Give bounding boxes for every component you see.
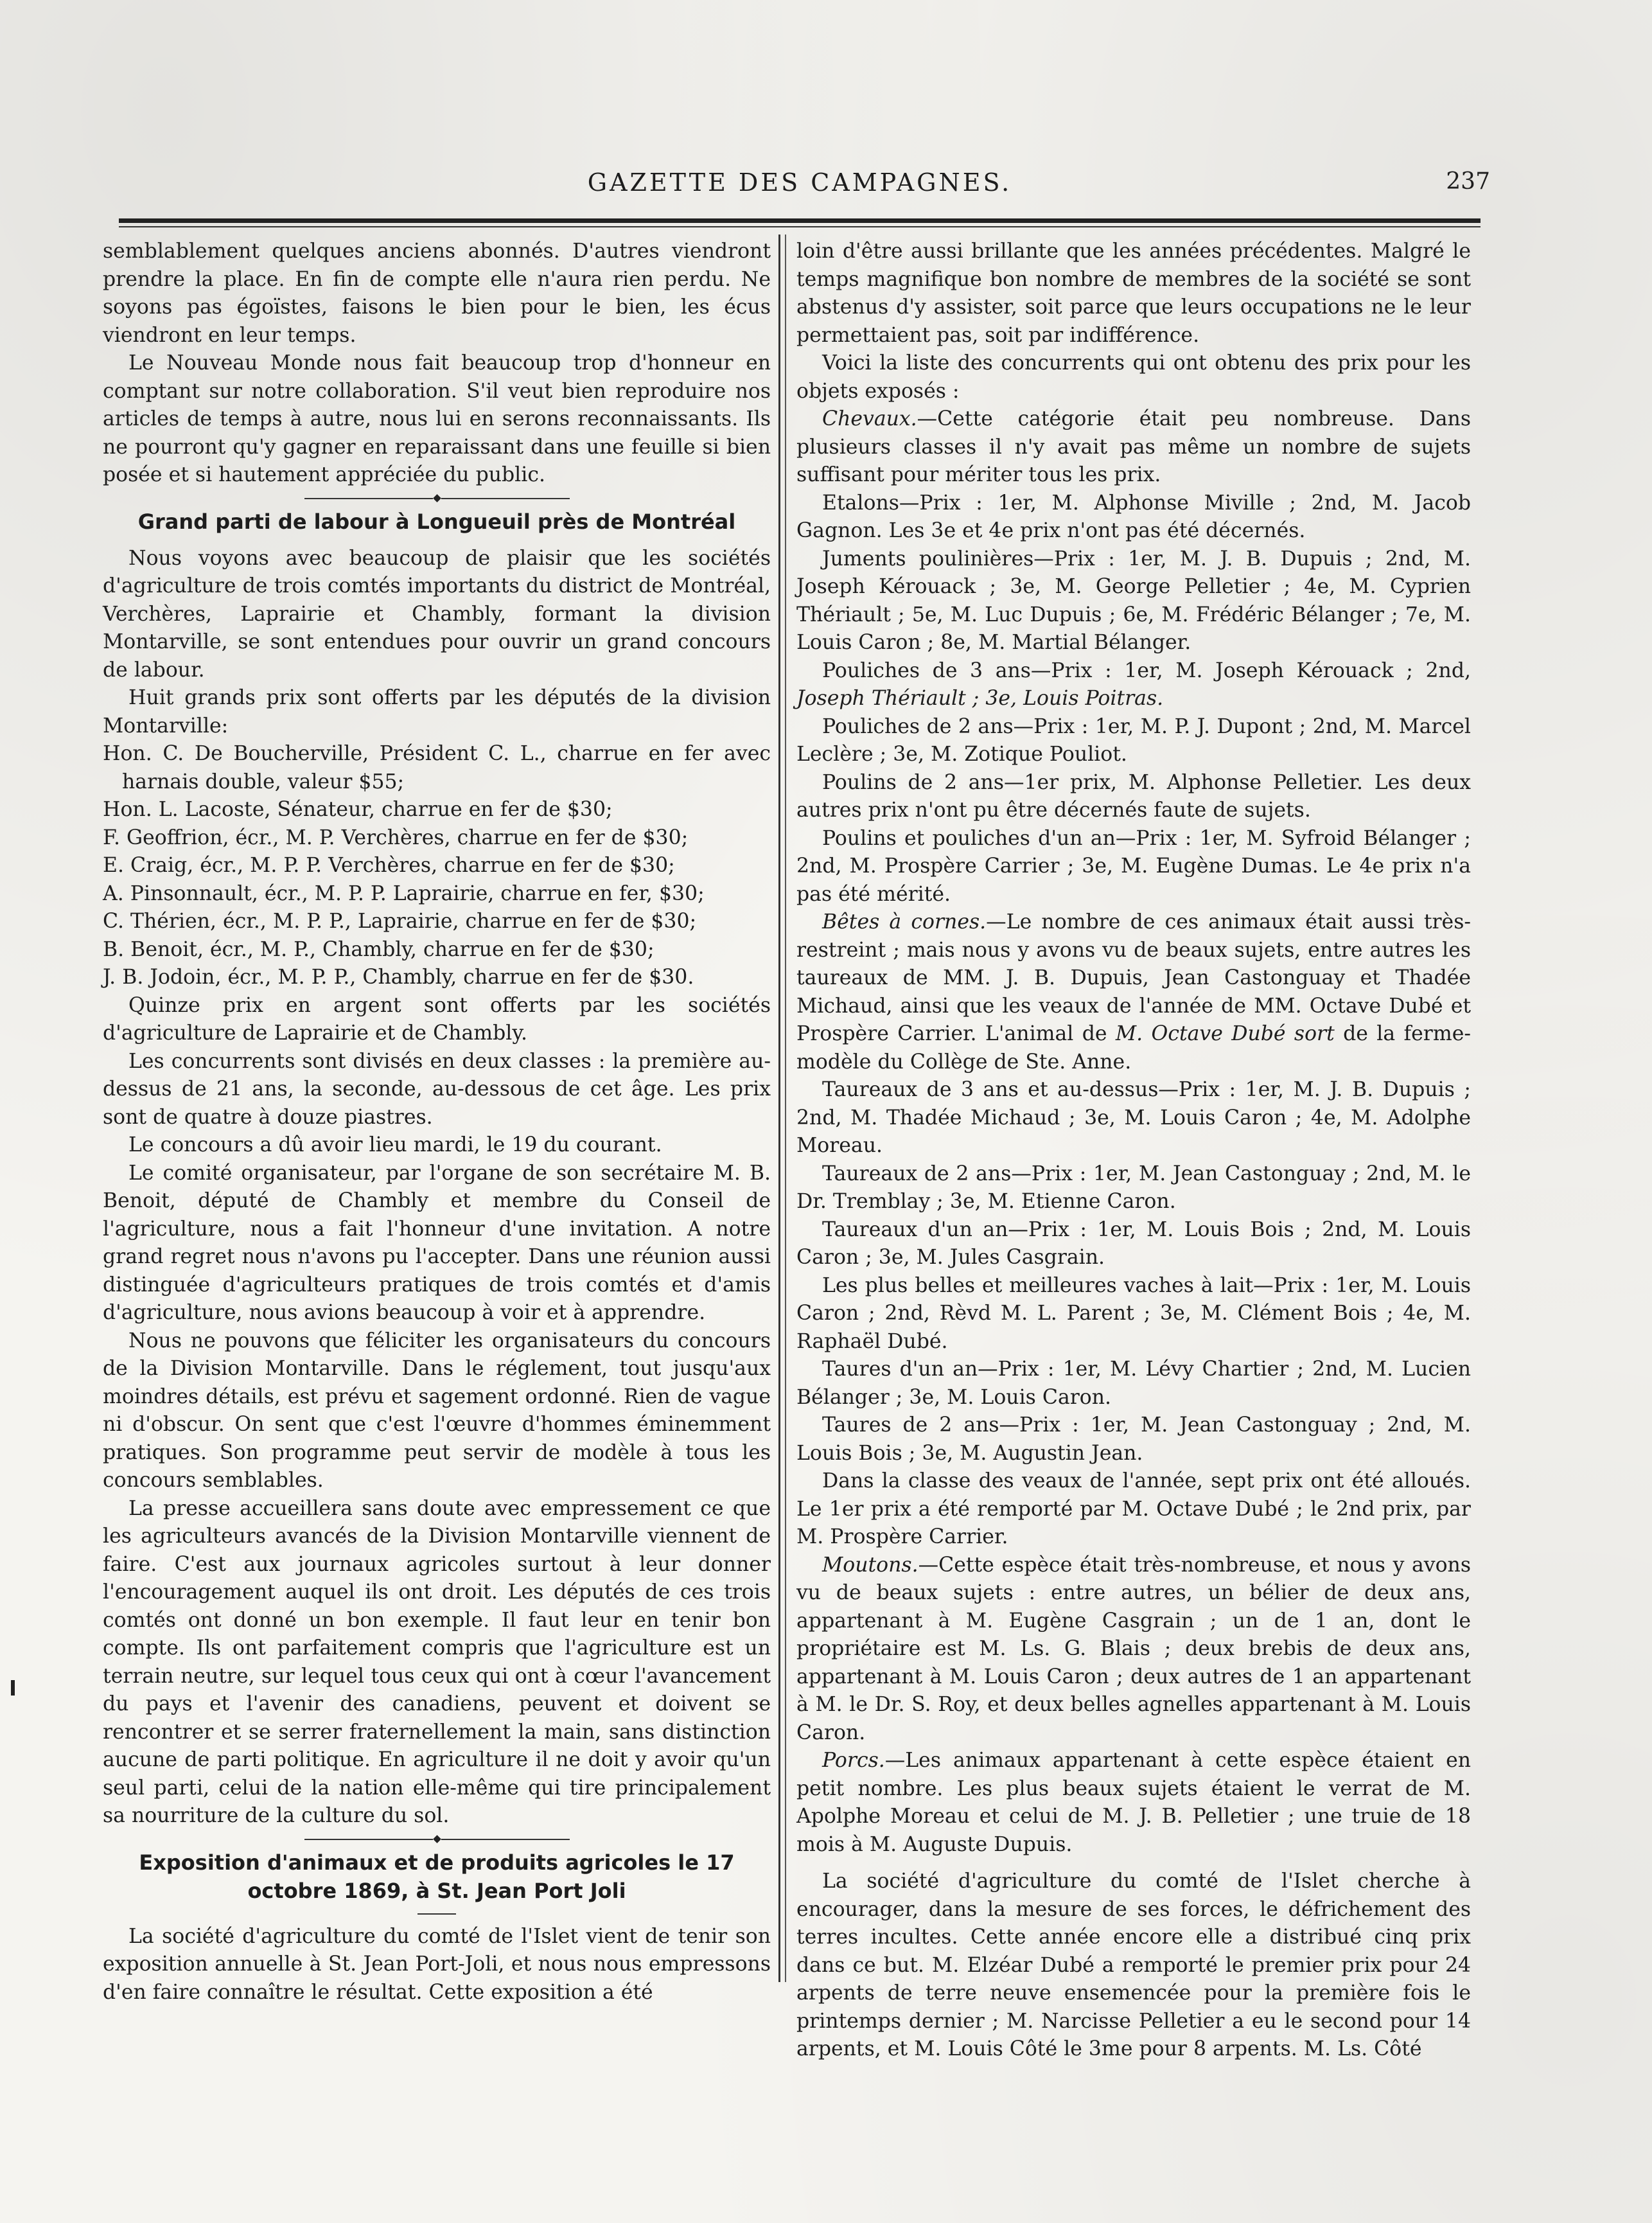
paragraph: La société d'agriculture du comté de l'Islet vient de tenir son exposition annuelle à St. Jean Port-Joli, et nous nous empressons d'en faire connaître le résultat. Cette exposition a été [103,1924,771,2004]
prize-item: Hon. C. De Boucherville, Président C. L., charrue en fer avec harnais double, valeur $55; [103,742,771,793]
prize-text-italic: Joseph Thériault ; 3e, Louis Poitras. [796,687,1164,710]
prize-list: Taures d'un an—Prix : 1er, M. Lévy Chartier ; 2nd, M. Lucien Bélanger ; 3e, M. Louis Caron. [796,1358,1471,1409]
category-label: Porcs. [822,1749,885,1772]
header-rule-thin [119,226,1481,227]
prize-list [796,657,1471,713]
page-header [109,168,1490,207]
separator-line [417,1913,456,1915]
paragraph: Voici la liste des concurrents qui ont obtenu des prix pour les objets exposés : [796,351,1471,403]
category-moutons [796,1552,1471,1748]
category-text-italic: M. Octave Dubé sort [1115,1022,1335,1045]
category-text-end: de la ferme-modèle du Collège de Ste. Anne. [796,1022,1472,1074]
prize-list: Etalons—Prix : 1er, M. Alphonse Miville ; 2nd, M. Jacob Gagnon. Les 3e et 4e prix n'ont pas été décernés. [796,491,1471,542]
prize-list: Pouliches de 2 ans—Prix : 1er, M. P. J. Dupont ; 2nd, M. Marcel Leclère ; 3e, M. Zotique Pouliot. [796,714,1471,766]
category-text: —Cette espèce était très-nombreuse, et nous y avons vu de beaux sujets : entre autres, un bélier de deux ans, appartenant à M. Eugène Casgrain ; un de 1 an, dont le propriétaire est M. Ls. G. Blais ; deux brebis de deux ans, appartenant à M. Louis Caron ; deux autres de 1 an appartenant à M. le Dr. S. Roy, et deux belles agnelles appartenant à M. Louis Caron. [796,1553,1471,1744]
margin-mark [11,1680,15,1696]
spacer [796,1859,1471,1868]
paragraph: Quinze prix en argent sont offerts par les sociétés d'agriculture de Laprairie et de Chambly. [103,993,771,1045]
category-text: —Cette catégorie était peu nombreuse. Dans plusieurs classes il n'y avait pas même un nombre de sujets suffisant pour mériter tous les prix. [796,407,1471,486]
paragraph: Le comité organisateur, par l'organe de son secrétaire M. B. Benoit, député de Chambly et membre du Conseil de l'agriculture, nous a fait l'honneur d'une invitation. A notre grand regret nous n'avons pu l'accepter. Dans une réunion aussi distinguée d'agriculteurs pratiques de trois comtés et d'amis d'agriculture, nous avions beaucoup à voir et à apprendre. [103,1161,771,1324]
paragraph: La presse accueillera sans doute avec empressement ce que les agriculteurs avancés de la Division Montarville viennent de faire. C'est aux journaux agricoles surtout à leur donner l'encouragement auquel ils ont droit. Les députés de ces trois comtés ont donné un bon exemple. Il faut leur en tenir bon compte. Ils ont parfaitement compris que l'agriculture est un terrain neutre, sur lequel tous ceux qui ont à cœur l'avancement du pays et l'avenir des canadiens, peuvent et doivent se rencontrer et se serrer fraternellement la main, sans distinction aucune de parti politique. En agriculture il ne doit y avoir qu'un seul parti, celui de la nation elle-même qui tire principalement sa nourriture de la culture du sol. [103,1496,771,1827]
prize-list: Poulins de 2 ans—1er prix, M. Alphonse Pelletier. Les deux autres prix n'ont pu être décernés faute de sujets. [796,770,1471,822]
spacer [103,536,771,545]
category-betes-a-cornes [796,908,1471,1076]
running-title: GAZETTE DES CAMPAGNES. [587,168,1012,197]
article-heading: Grand parti de labour à Longueuil près de Montréal [137,509,736,534]
paragraph: Huit grands prix sont offerts par les députés de la division Montarville: [103,686,771,738]
right-column [796,238,1471,2064]
article-heading: Exposition d'animaux et de produits agricoles le 17 octobre 1869, à St. Jean Port Joli [139,1850,735,1903]
column-divider [778,235,780,1982]
paragraph [103,350,771,490]
paragraph: Nous voyons avec beaucoup de plaisir que les sociétés d'agriculture de trois comtés importants du district de Montréal, Verchères, Laprairie et Chambly, formant la division Montarville, se sont entendues pour ouvrir un grand concours de labour. [103,546,771,682]
category-text: —Les animaux appartenant à cette espèce étaient en petit nombre. Les plus beaux sujets étaient le verrat de M. Apolphe Moreau et celui de M. J. B. Pelletier ; une truie de 18 mois à M. Auguste Dupuis. [796,1749,1471,1856]
category-label: Moutons. [822,1553,918,1577]
separator-ornament [433,494,441,502]
category-chevaux [796,405,1471,490]
prize-item: Hon. L. Lacoste, Sénateur, charrue en fer de $30; [103,798,613,821]
paragraph: La société d'agriculture du comté de l'Islet cherche à encourager, dans la mesure de ses forces, le défrichement des terres incultes. Cette année encore elle a distribué cinq prix dans ce but. M. Elzéar Dubé a remporté le premier prix pour 24 arpents de terre neuve ensemencée pour la première fois le printemps dernier ; M. Narcisse Pelletier a eu le second pour 14 arpents, et M. Louis Côté le 3me pour 8 arpents. M. Ls. Côté [796,1870,1471,2060]
prize-item: A. Pinsonnault, écr., M. P. P. Laprairie, charrue en fer, $30; [103,881,705,905]
prize-item: B. Benoit, écr., M. P., Chambly, charrue en fer de $30; [103,937,655,961]
prize-list: Taureaux d'un an—Prix : 1er, M. Louis Bois ; 2nd, M. Louis Caron ; 3e, M. Jules Casgrain. [796,1218,1471,1269]
prize-item: F. Geoffrion, écr., M. P. Verchères, charrue en fer de $30; [103,826,689,849]
paragraph: semblablement quelques anciens abonnés. D'autres viendront prendre la place. En fin de compte elle n'aura rien perdu. Ne soyons pas égoïstes, faisons le bien pour le bien, les écus viendront en leur temps. [103,240,771,347]
category-label: Chevaux. [822,407,917,430]
prize-list: Poulins et pouliches d'un an—Prix : 1er, M. Syfroid Bélanger ; 2nd, M. Prospère Carrier ; 3e, M. Eugène Dumas. Le 4e prix n'a pas été mérité. [796,826,1471,906]
paragraph: Nous ne pouvons que féliciter les organisateurs du concours de la Division Montarville. Dans le réglement, tout jusqu'aux moindres détails, est prévu et sagement ordonné. Rien de vague ni d'obscur. On sent que c'est l'œuvre d'hommes éminemment pratiques. Son programme peut servir de modèle à tous les concours semblables. [103,1329,771,1492]
separator-ornament [433,1835,441,1843]
prize-list: Juments poulinières—Prix : 1er, M. J. B. Dupuis ; 2nd, M. Joseph Kérouack ; 3e, M. George Pelletier ; 4e, M. Cyprien Thériault ; 5e, M. Luc Dupuis ; 6e, M. Frédéric Bélanger ; 7e, M. Louis Caron ; 8e, M. Martial Bélanger. [796,547,1471,654]
page-number: 237 [1446,168,1490,195]
separator-line [304,1839,433,1840]
paragraph: loin d'être aussi brillante que les années précédentes. Malgré le temps magnifique bon nombre de membres de la société se sont abstenus d'y assister, soit parce que leurs occupations ne le leur permettaient pas, soit par indifférence. [796,240,1471,347]
prize-list: Taureaux de 3 ans et au-dessus—Prix : 1er, M. J. B. Dupuis ; 2nd, M. Thadée Michaud ; 3e, M. Louis Caron ; 4e, M. Adolphe Moreau. [796,1078,1471,1157]
section-separator [103,1830,771,1848]
prize-list: Taureaux de 2 ans—Prix : 1er, M. Jean Castonguay ; 2nd, M. le Dr. Tremblay ; 3e, M. Etienne Caron. [796,1162,1471,1213]
prize-list: Taures de 2 ans—Prix : 1er, M. Jean Castonguay ; 2nd, M. Louis Bois ; 3e, M. Augustin Jean. [796,1413,1471,1465]
prize-item: C. Thérien, écr., M. P. P., Laprairie, charrue en fer de $30; [103,910,697,933]
column-divider-secondary [785,235,786,1982]
paragraph-text: Le Nouveau Monde nous fait beaucoup trop d'honneur en comptant sur notre collaboration. S'il veut bien reproduire nos articles de temps à autre, nous lui en serons reconnaissants. Ils ne pourront qu'y gagner en reparaissant dans une feuille si bien posée et si hautement appréciée du public. [103,351,771,486]
prize-item: E. Craig, écr., M. P. P. Verchères, charrue en fer de $30; [103,854,675,877]
prize-list: Les plus belles et meilleures vaches à lait—Prix : 1er, M. Louis Caron ; 2nd, Rèvd M. L. Parent ; 3e, M. Clément Bois ; 4e, M. Raphaël Dubé. [796,1273,1471,1353]
category-text: —Le nombre de ces animaux était aussi très-restreint ; mais nous y avons vu de beaux sujets, entre autres les taureaux de MM. J. B. Dupuis, Jean Castonguay et Thadée Michaud, ainsi que les veaux de l'année de MM. Octave Dubé et Prospère Carrier. L'animal de [796,910,1472,1045]
paragraph: Les concurrents sont divisés en deux classes : la première au-dessus de 21 ans, la seconde, au-dessous de cet âge. Les prix sont de quatre à douze piastres. [103,1049,771,1129]
left-column [103,238,771,2006]
prize-text: Pouliches de 3 ans—Prix : 1er, M. Joseph Kérouack ; 2nd, [822,659,1471,682]
separator-line [441,1839,570,1840]
paragraph: Le concours a dû avoir lieu mardi, le 19 du courant. [128,1133,662,1156]
prize-item: J. B. Jodoin, écr., M. P. P., Chambly, charrue en fer de $30. [103,966,694,989]
separator-line [441,498,570,499]
paragraph: Dans la classe des veaux de l'année, sept prix ont été alloués. Le 1er prix a été remporté par M. Octave Dubé ; le 2nd prix, par M. Prospère Carrier. [796,1469,1471,1548]
category-label: Bêtes à cornes. [822,910,987,934]
category-porcs [796,1747,1471,1859]
section-separator [103,490,771,508]
heading-underline [103,1905,771,1923]
header-rule-thick [119,218,1481,223]
separator-line [304,498,433,499]
